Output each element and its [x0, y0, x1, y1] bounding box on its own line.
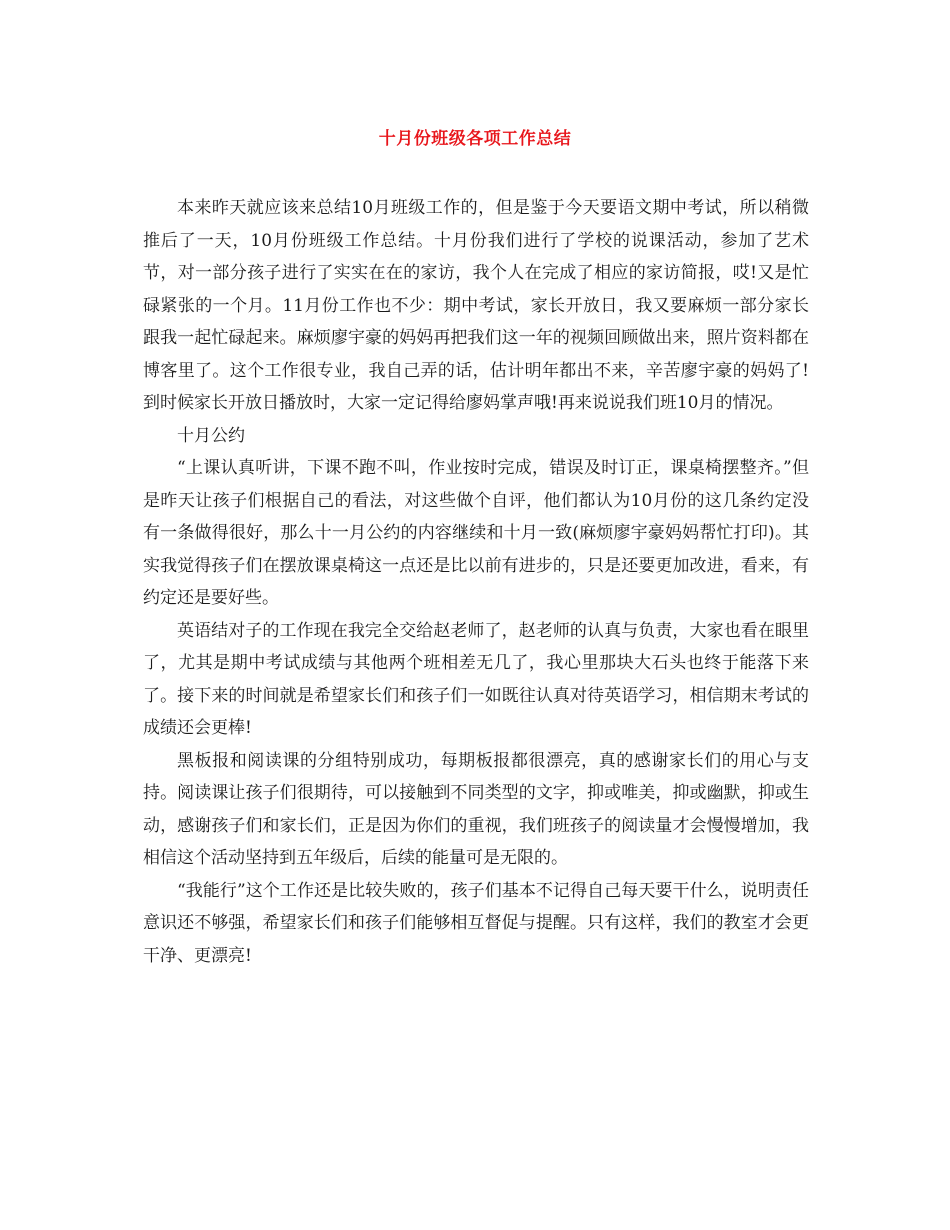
paragraph-summary-intro: 本来昨天就应该来总结10月班级工作的，但是鉴于今天要语文期中考试，所以稍微推后了一天，10月份班级工作总结。十月份我们进行了学校的说课活动，参加了艺术节，对一部分孩子进行了实实在在的家访，我个人在完成了相应的家访简报，哎!又是忙碌紧张的一个月。11月份工作也不少：期中考试，家长开放日，我又要麻烦一部分家长跟我一起忙碌起来。麻烦廖宇豪的妈妈再把我们这一年的视频回顾做出来，照片资料都在博客里了。这个工作很专业，我自己弄的话，估计明年都出不来，辛苦廖宇豪的妈妈了!到时候家长开放日播放时，大家一定记得给廖妈掌声哦!再来说说我们班10月的情况。	[143, 198, 809, 413]
paragraph-i-can-do-it: “我能行”这个工作还是比较失败的，孩子们基本不记得自己每天要干什么，说明责任意识还不够强，希望家长们和孩子们能够相互督促与提醒。只有这样，我们的教室才会更干净、更漂亮!	[143, 880, 809, 966]
paragraph-october-pact: “上课认真听讲，下课不跑不叫，作业按时完成，错误及时订正，课桌椅摆整齐。”但是昨天让孩子们根据自己的看法，对这些做个自评，他们都认为10月份的这几条约定没有一条做得很好，那么十一月公约的内容继续和十月一致(麻烦廖宇豪妈妈帮忙打印)。其实我觉得孩子们在摆放课桌椅这一点还是比以前有进步的，只是还要更加改进，看来，有约定还是要好些。	[143, 458, 809, 608]
document-title: 十月份班级各项工作总结	[378, 129, 572, 149]
section-heading-october-pact: 十月公约	[177, 425, 245, 446]
paragraph-blackboard-reading: 黑板报和阅读课的分组特别成功，每期板报都很漂亮，真的感谢家长们的用心与支持。阅读课让孩子们很期待，可以接触到不同类型的文字，抑或唯美，抑或幽默，抑或生动，感谢孩子们和家长们，正是因为你们的重视，我们班孩子的阅读量才会慢慢增加，我相信这个活动坚持到五年级后，后续的能量可是无限的。	[143, 750, 809, 868]
paragraph-english-pairing: 英语结对子的工作现在我完全交给赵老师了，赵老师的认真与负责，大家也看在眼里了，尤其是期中考试成绩与其他两个班相差无几了，我心里那块大石头也终于能落下来了。接下来的时间就是希望家长们和孩子们一如既往认真对待英语学习，相信期末考试的成绩还会更棒!	[143, 620, 809, 738]
document-body	[143, 192, 809, 972]
